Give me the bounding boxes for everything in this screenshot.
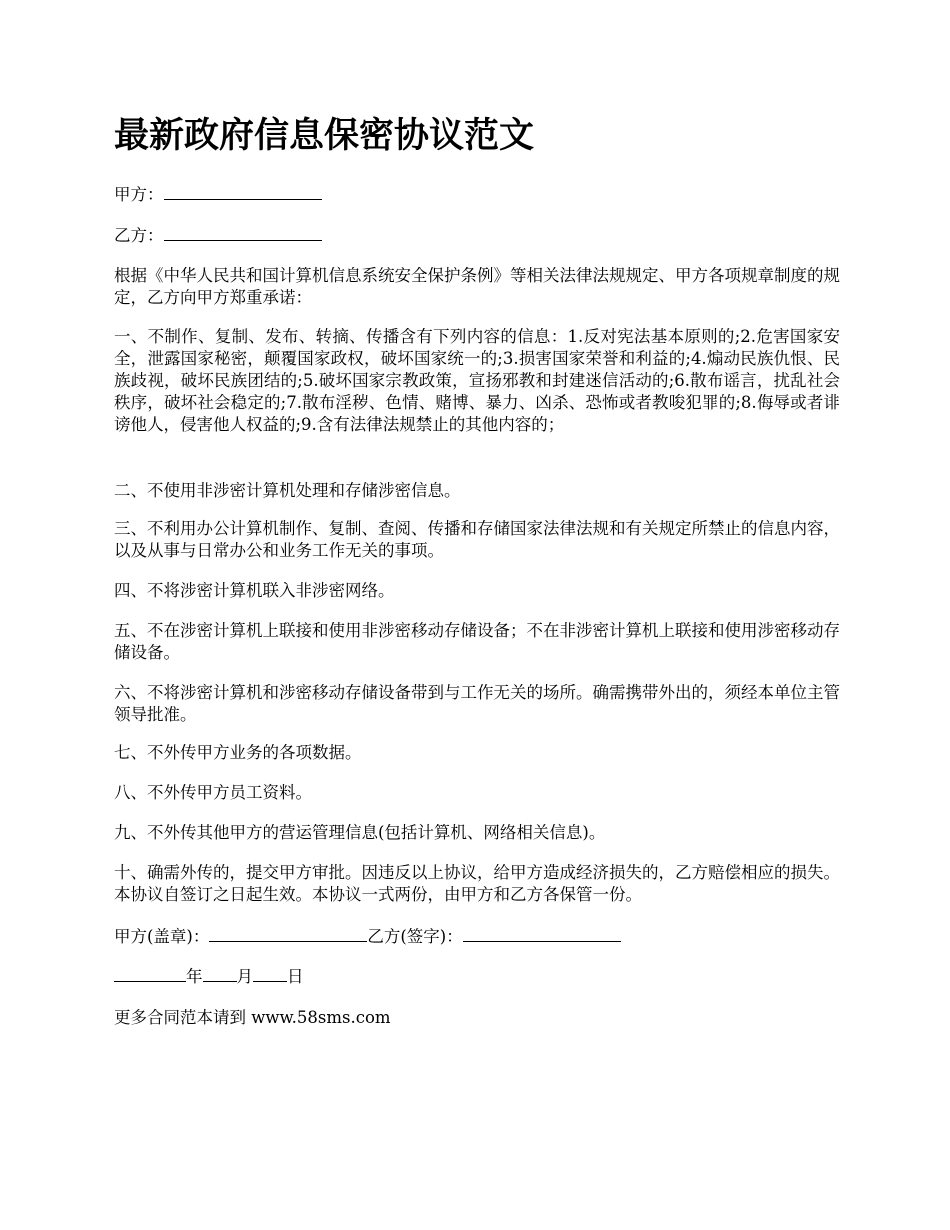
clause-7: 七、不外传甲方业务的各项数据。 bbox=[114, 743, 362, 762]
document-title: 最新政府信息保密协议范文 bbox=[114, 115, 535, 156]
party-b-line bbox=[114, 224, 840, 247]
party-a-label: 甲方： bbox=[114, 185, 164, 204]
year-label: 年 bbox=[186, 967, 203, 986]
party-a-seal-label: 甲方(盖章)： bbox=[114, 927, 210, 946]
clause-2: 二、不使用非涉密计算机处理和存储涉密信息。 bbox=[114, 481, 461, 500]
clause-6: 六、不将涉密计算机和涉密移动存储设备带到与工作无关的场所。确需携带外出的，须经本单位主管领导批准。 bbox=[114, 683, 840, 724]
clause-3: 三、不利用办公计算机制作、复制、查阅、传播和存储国家法律法规和有关规定所禁止的信息内容，以及从事与日常办公和业务工作无关的事项。 bbox=[114, 519, 840, 560]
clause-9: 九、不外传其他甲方的营运管理信息(包括计算机、网络相关信息)。 bbox=[114, 823, 606, 842]
signature-line bbox=[114, 925, 840, 948]
party-b-label: 乙方： bbox=[114, 226, 164, 245]
party-a-seal-blank bbox=[209, 925, 367, 942]
day-label: 日 bbox=[287, 967, 304, 986]
party-a-blank bbox=[164, 183, 322, 200]
date-line bbox=[114, 965, 840, 988]
clause-8: 八、不外传甲方员工资料。 bbox=[114, 783, 312, 802]
party-b-sign-blank bbox=[463, 925, 621, 942]
party-a-line bbox=[114, 183, 840, 206]
clause-10: 十、确需外传的，提交甲方审批。因违反以上协议，给甲方造成经济损失的，乙方赔偿相应的损失。本协议自签订之日起生效。本协议一式两份，由甲方和乙方各保管一份。 bbox=[114, 863, 840, 904]
footer-note: 更多合同范本请到 www.58sms.com bbox=[114, 1008, 391, 1027]
party-b-blank bbox=[164, 224, 322, 241]
clause-5: 五、不在涉密计算机上联接和使用非涉密移动存储设备；不在非涉密计算机上联接和使用涉密移动存储设备。 bbox=[114, 621, 840, 662]
month-label: 月 bbox=[236, 967, 253, 986]
year-blank bbox=[114, 965, 186, 982]
day-blank bbox=[253, 965, 287, 982]
intro-paragraph: 根据《中华人民共和国计算机信息系统安全保护条例》等相关法律法规规定、甲方各项规章制度的规定，乙方向甲方郑重承诺： bbox=[114, 266, 840, 307]
clause-1: 一、不制作、复制、发布、转摘、传播含有下列内容的信息：1.反对宪法基本原则的;2.危害国家安全，泄露国家秘密，颠覆国家政权，破坏国家统一的;3.损害国家荣誉和利益的;4.煽动民族仇恨、民族歧视，破坏民族团结的;5.破坏国家宗教政策，宣扬邪教和封建迷信活动的;6.散布谣言，扰乱社会秩序，破坏社会稳定的;7.散布淫秽、色情、赌博、暴力、凶杀、恐怖或者教唆犯罪的;8.侮辱或者诽谤他人，侵害他人权益的;9.含有法律法规禁止的其他内容的； bbox=[114, 327, 840, 434]
month-blank bbox=[203, 965, 237, 982]
clause-4: 四、不将涉密计算机联入非涉密网络。 bbox=[114, 581, 395, 600]
party-b-sign-label: 乙方(签字)： bbox=[367, 927, 463, 946]
